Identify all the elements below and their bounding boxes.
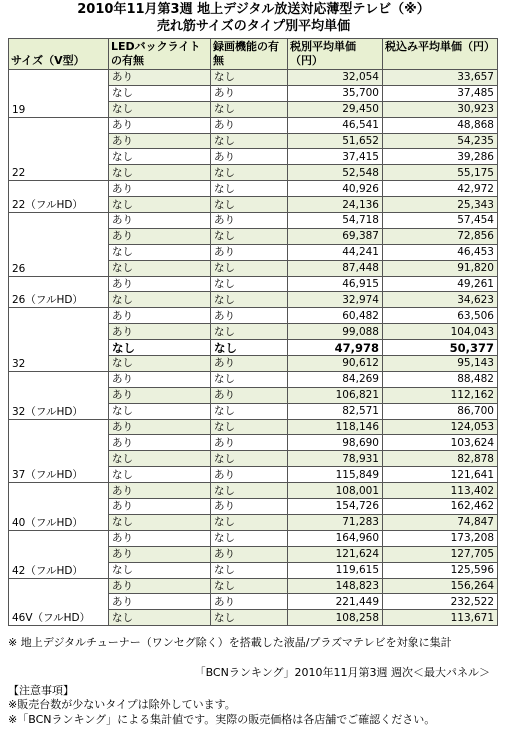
price-excl-tax-cell: 164,960 xyxy=(288,530,383,546)
price-excl-tax-cell: 29,450 xyxy=(288,101,383,117)
price-incl-tax-cell: 173,208 xyxy=(383,530,498,546)
recording-cell: なし xyxy=(211,276,288,292)
recording-cell: なし xyxy=(211,562,288,578)
price-excl-tax-cell: 60,482 xyxy=(288,308,383,324)
recording-cell: なし xyxy=(211,610,288,626)
recording-cell: あり xyxy=(211,213,288,229)
recording-cell: なし xyxy=(211,514,288,530)
led-cell: なし xyxy=(109,340,211,356)
price-excl-tax-cell: 106,821 xyxy=(288,387,383,403)
price-excl-tax-cell: 51,652 xyxy=(288,133,383,149)
price-excl-tax-cell: 35,700 xyxy=(288,85,383,101)
recording-cell: あり xyxy=(211,499,288,515)
table-row xyxy=(9,70,498,86)
price-incl-tax-cell: 121,641 xyxy=(383,467,498,483)
price-incl-tax-cell: 104,043 xyxy=(383,324,498,340)
led-cell: あり xyxy=(109,499,211,515)
recording-cell: あり xyxy=(211,85,288,101)
price-excl-tax-cell: 148,823 xyxy=(288,578,383,594)
size-cell: 22 xyxy=(9,117,109,181)
led-cell: あり xyxy=(109,371,211,387)
price-incl-tax-cell: 57,454 xyxy=(383,213,498,229)
recording-cell: あり xyxy=(211,594,288,610)
size-cell: 19 xyxy=(9,70,109,118)
price-excl-tax-cell: 69,387 xyxy=(288,228,383,244)
price-excl-tax-cell: 119,615 xyxy=(288,562,383,578)
led-cell: あり xyxy=(109,70,211,86)
led-cell: なし xyxy=(109,292,211,308)
price-excl-tax-cell: 108,001 xyxy=(288,483,383,499)
price-incl-tax-cell: 63,506 xyxy=(383,308,498,324)
price-excl-tax-cell: 90,612 xyxy=(288,356,383,372)
price-excl-tax-cell: 47,978 xyxy=(288,340,383,356)
led-cell: あり xyxy=(109,181,211,197)
price-excl-tax-cell: 46,915 xyxy=(288,276,383,292)
recording-cell: あり xyxy=(211,546,288,562)
led-cell: あり xyxy=(109,117,211,133)
price-excl-tax-cell: 108,258 xyxy=(288,610,383,626)
header-led: LEDバックライトの有無 xyxy=(109,39,211,70)
table-row xyxy=(9,419,498,435)
led-cell: あり xyxy=(109,308,211,324)
price-incl-tax-cell: 162,462 xyxy=(383,499,498,515)
price-excl-tax-cell: 118,146 xyxy=(288,419,383,435)
recording-cell: なし xyxy=(211,324,288,340)
price-incl-tax-cell: 95,143 xyxy=(383,356,498,372)
header-size: サイズ（V型） xyxy=(9,39,109,70)
led-cell: なし xyxy=(109,451,211,467)
recording-cell: なし xyxy=(211,197,288,213)
price-excl-tax-cell: 37,415 xyxy=(288,149,383,165)
recording-cell: あり xyxy=(211,467,288,483)
recording-cell: なし xyxy=(211,133,288,149)
table-row xyxy=(9,276,498,292)
price-excl-tax-cell: 84,269 xyxy=(288,371,383,387)
caution-title: 【注意事項】 xyxy=(8,684,74,697)
table-row xyxy=(9,213,498,229)
header-price-excl-tax: 税別平均単価（円） xyxy=(288,39,383,70)
led-cell: なし xyxy=(109,85,211,101)
led-cell: あり xyxy=(109,546,211,562)
table-row xyxy=(9,308,498,324)
size-cell: 32（フルHD） xyxy=(9,371,109,419)
price-excl-tax-cell: 44,241 xyxy=(288,244,383,260)
recording-cell: なし xyxy=(211,530,288,546)
price-incl-tax-cell: 37,485 xyxy=(383,85,498,101)
price-incl-tax-cell: 74,847 xyxy=(383,514,498,530)
led-cell: なし xyxy=(109,244,211,260)
price-incl-tax-cell: 42,972 xyxy=(383,181,498,197)
size-cell: 26 xyxy=(9,213,109,277)
size-cell: 42（フルHD） xyxy=(9,530,109,578)
price-incl-tax-cell: 113,402 xyxy=(383,483,498,499)
price-incl-tax-cell: 232,522 xyxy=(383,594,498,610)
table-body xyxy=(9,70,498,626)
recording-cell: なし xyxy=(211,578,288,594)
led-cell: なし xyxy=(109,467,211,483)
led-cell: なし xyxy=(109,260,211,276)
size-cell: 40（フルHD） xyxy=(9,483,109,531)
price-incl-tax-cell: 50,377 xyxy=(383,340,498,356)
price-excl-tax-cell: 46,541 xyxy=(288,117,383,133)
table-row xyxy=(9,117,498,133)
header-recording: 録画機能の有無 xyxy=(211,39,288,70)
led-cell: あり xyxy=(109,133,211,149)
price-incl-tax-cell: 124,053 xyxy=(383,419,498,435)
price-excl-tax-cell: 154,726 xyxy=(288,499,383,515)
recording-cell: なし xyxy=(211,101,288,117)
price-excl-tax-cell: 121,624 xyxy=(288,546,383,562)
table-row xyxy=(9,483,498,499)
table-row xyxy=(9,371,498,387)
led-cell: あり xyxy=(109,435,211,451)
recording-cell: なし xyxy=(211,165,288,181)
led-cell: なし xyxy=(109,610,211,626)
price-excl-tax-cell: 32,054 xyxy=(288,70,383,86)
caution-item-1: ※販売台数が少ないタイプは除外しています。 xyxy=(8,698,236,711)
price-excl-tax-cell: 54,718 xyxy=(288,213,383,229)
led-cell: なし xyxy=(109,149,211,165)
recording-cell: あり xyxy=(211,356,288,372)
recording-cell: なし xyxy=(211,70,288,86)
price-excl-tax-cell: 24,136 xyxy=(288,197,383,213)
recording-cell: あり xyxy=(211,149,288,165)
recording-cell: あり xyxy=(211,308,288,324)
price-table xyxy=(8,38,498,626)
price-incl-tax-cell: 48,868 xyxy=(383,117,498,133)
led-cell: あり xyxy=(109,324,211,340)
price-incl-tax-cell: 91,820 xyxy=(383,260,498,276)
price-incl-tax-cell: 46,453 xyxy=(383,244,498,260)
price-excl-tax-cell: 98,690 xyxy=(288,435,383,451)
led-cell: なし xyxy=(109,356,211,372)
header-row xyxy=(9,39,498,70)
table-row xyxy=(9,578,498,594)
led-cell: なし xyxy=(109,403,211,419)
recording-cell: なし xyxy=(211,228,288,244)
price-incl-tax-cell: 30,923 xyxy=(383,101,498,117)
led-cell: あり xyxy=(109,419,211,435)
led-cell: あり xyxy=(109,213,211,229)
led-cell: あり xyxy=(109,594,211,610)
recording-cell: なし xyxy=(211,483,288,499)
led-cell: あり xyxy=(109,276,211,292)
title-line-2: 売れ筋サイズのタイプ別平均単価 xyxy=(156,19,351,34)
price-excl-tax-cell: 32,974 xyxy=(288,292,383,308)
source-credit: 「BCNランキング」2010年11月第3週 週次＜最大パネル＞ xyxy=(194,666,490,679)
recording-cell: なし xyxy=(211,181,288,197)
led-cell: あり xyxy=(109,530,211,546)
led-cell: なし xyxy=(109,101,211,117)
price-excl-tax-cell: 115,849 xyxy=(288,467,383,483)
led-cell: なし xyxy=(109,562,211,578)
price-incl-tax-cell: 113,671 xyxy=(383,610,498,626)
price-excl-tax-cell: 71,283 xyxy=(288,514,383,530)
recording-cell: なし xyxy=(211,403,288,419)
price-excl-tax-cell: 87,448 xyxy=(288,260,383,276)
footnote: ※ 地上デジタルチューナー（ワンセグ除く）を搭載した液晶/プラズマテレビを対象に集計 xyxy=(8,636,452,649)
recording-cell: なし xyxy=(211,451,288,467)
price-incl-tax-cell: 54,235 xyxy=(383,133,498,149)
recording-cell: なし xyxy=(211,260,288,276)
price-excl-tax-cell: 78,931 xyxy=(288,451,383,467)
price-incl-tax-cell: 125,596 xyxy=(383,562,498,578)
led-cell: あり xyxy=(109,387,211,403)
led-cell: なし xyxy=(109,197,211,213)
recording-cell: あり xyxy=(211,435,288,451)
price-incl-tax-cell: 112,162 xyxy=(383,387,498,403)
price-incl-tax-cell: 34,623 xyxy=(383,292,498,308)
recording-cell: なし xyxy=(211,292,288,308)
recording-cell: あり xyxy=(211,244,288,260)
price-incl-tax-cell: 39,286 xyxy=(383,149,498,165)
price-incl-tax-cell: 82,878 xyxy=(383,451,498,467)
price-excl-tax-cell: 40,926 xyxy=(288,181,383,197)
price-incl-tax-cell: 86,700 xyxy=(383,403,498,419)
price-excl-tax-cell: 99,088 xyxy=(288,324,383,340)
caution-item-2: ※「BCNランキング」による集計値です。実際の販売価格は各店舗でご確認ください。 xyxy=(8,713,436,726)
price-excl-tax-cell: 221,449 xyxy=(288,594,383,610)
price-excl-tax-cell: 52,548 xyxy=(288,165,383,181)
recording-cell: なし xyxy=(211,340,288,356)
title-line-1: 2010年11月第3週 地上デジタル放送対応薄型テレビ（※） xyxy=(77,2,430,17)
price-incl-tax-cell: 25,343 xyxy=(383,197,498,213)
price-incl-tax-cell: 127,705 xyxy=(383,546,498,562)
led-cell: なし xyxy=(109,165,211,181)
price-incl-tax-cell: 72,856 xyxy=(383,228,498,244)
price-incl-tax-cell: 88,482 xyxy=(383,371,498,387)
recording-cell: あり xyxy=(211,117,288,133)
price-incl-tax-cell: 33,657 xyxy=(383,70,498,86)
price-incl-tax-cell: 55,175 xyxy=(383,165,498,181)
table-row xyxy=(9,530,498,546)
size-cell: 32 xyxy=(9,308,109,372)
price-excl-tax-cell: 82,571 xyxy=(288,403,383,419)
led-cell: あり xyxy=(109,483,211,499)
led-cell: あり xyxy=(109,578,211,594)
size-cell: 22（フルHD） xyxy=(9,181,109,213)
price-incl-tax-cell: 49,261 xyxy=(383,276,498,292)
price-incl-tax-cell: 156,264 xyxy=(383,578,498,594)
size-cell: 37（フルHD） xyxy=(9,419,109,483)
size-cell: 26（フルHD） xyxy=(9,276,109,308)
header-price-incl-tax: 税込み平均単価（円） xyxy=(383,39,498,70)
led-cell: あり xyxy=(109,228,211,244)
recording-cell: なし xyxy=(211,419,288,435)
table-row xyxy=(9,181,498,197)
recording-cell: なし xyxy=(211,371,288,387)
price-incl-tax-cell: 103,624 xyxy=(383,435,498,451)
led-cell: なし xyxy=(109,514,211,530)
recording-cell: あり xyxy=(211,387,288,403)
size-cell: 46V（フルHD） xyxy=(9,578,109,626)
